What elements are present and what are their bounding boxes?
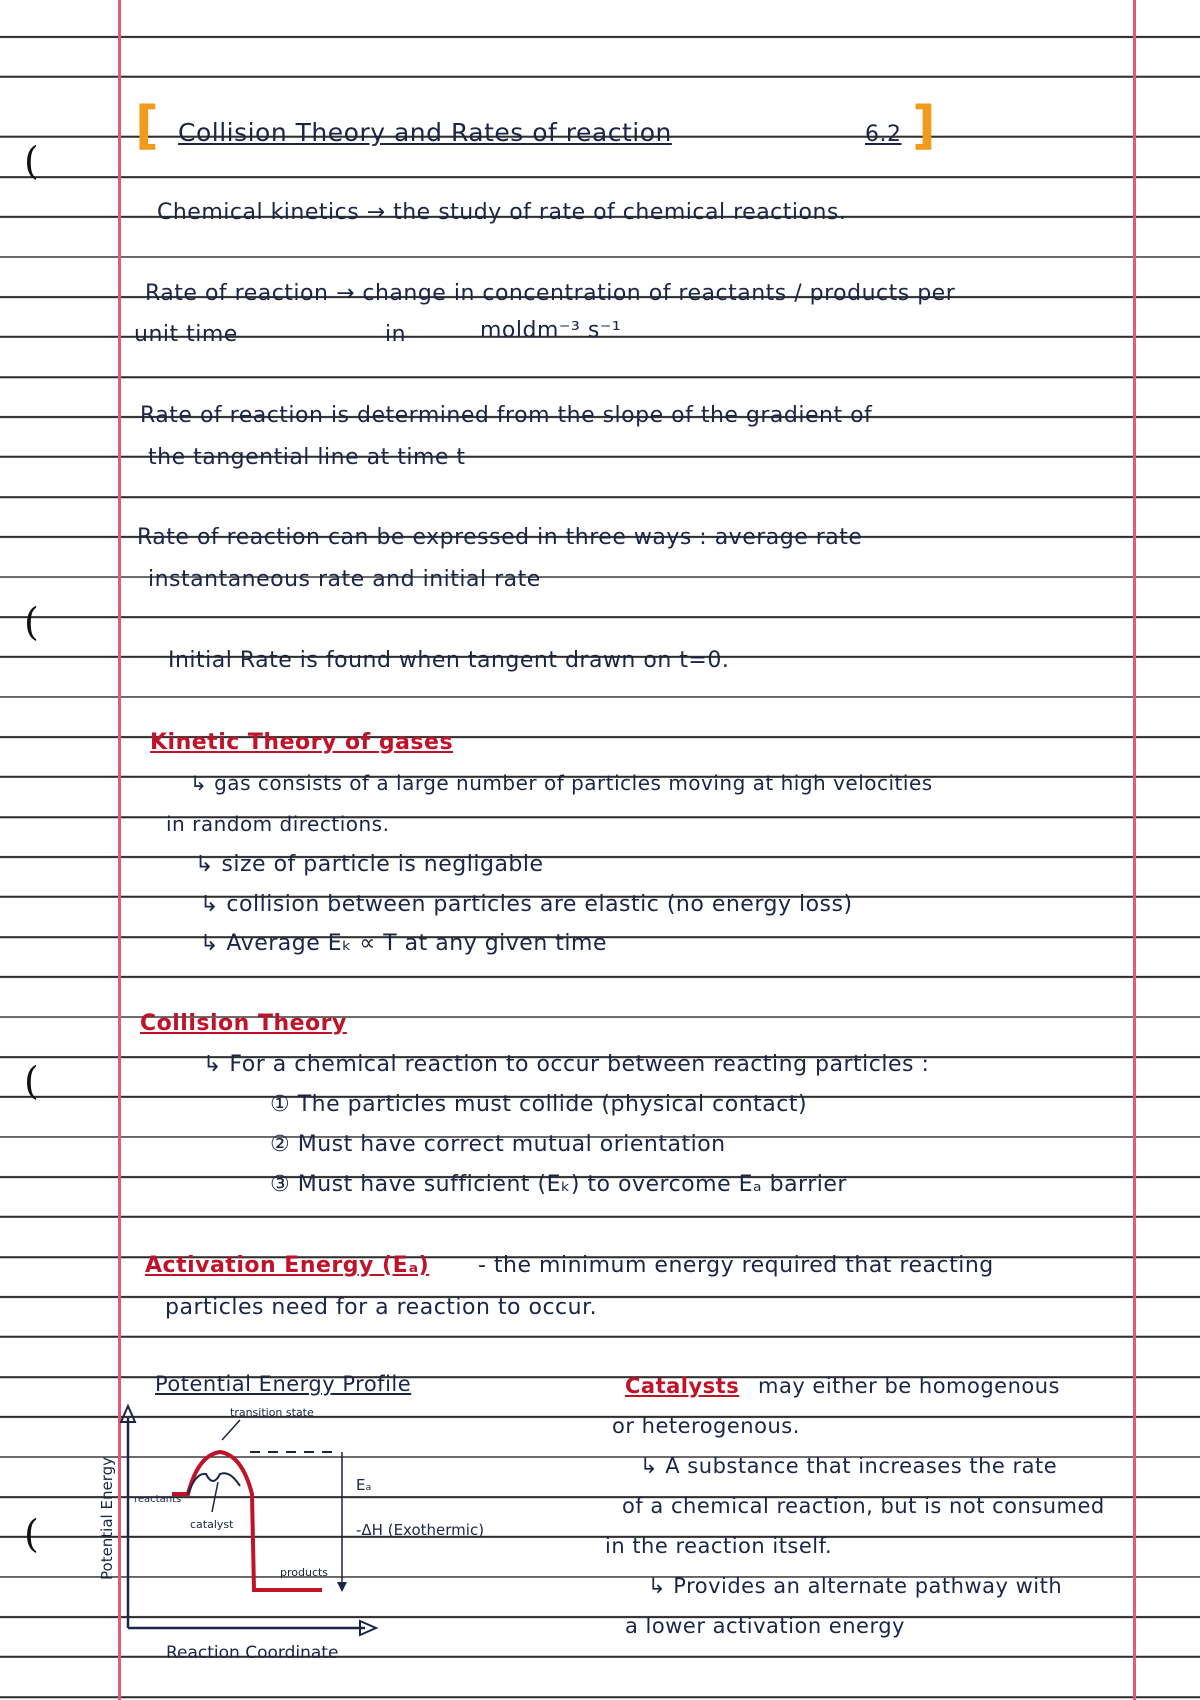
kinetics-definition: Chemical kinetics → the study of rate of chemical reactions. [157, 200, 847, 225]
collision-condition: ② Must have correct mutual orientation [270, 1132, 726, 1157]
activation-energy-heading: Activation Energy (Eₐ) [145, 1253, 430, 1278]
section-number: 6.2 [865, 122, 902, 147]
binder-ring-mark: ( [24, 1512, 39, 1556]
dh-arrowhead [337, 1582, 347, 1592]
binder-ring-mark: ( [24, 600, 39, 644]
catalyst-line: in the reaction itself. [605, 1534, 833, 1558]
catalyst-line: ↳ Provides an alternate pathway with [648, 1574, 1063, 1598]
dh-label: -ΔH (Exothermic) [356, 1521, 485, 1539]
catalyst-line: of a chemical reaction, but is not consumed [622, 1494, 1105, 1518]
title-bracket-left: [ [135, 96, 159, 156]
diagram-title: Potential Energy Profile [155, 1372, 412, 1396]
title-bracket-right: ] [912, 96, 936, 156]
kinetic-item: ↳ collision between particles are elastic (no energy loss) [200, 892, 853, 917]
y-axis-label: Potential Energy [98, 1457, 116, 1580]
transition-state-label: transition state [230, 1406, 314, 1419]
rate-units: moldm⁻³ s⁻¹ [480, 318, 622, 343]
kinetic-item: ↳ size of particle is negligable [195, 852, 544, 877]
rate-definition-in: in [385, 322, 407, 347]
right-margin-line [1133, 0, 1136, 1700]
collision-theory-heading: Collision Theory [140, 1011, 347, 1036]
catalyst-line: ↳ A substance that increases the rate [640, 1454, 1058, 1478]
activation-energy-definition: - the minimum energy required that reacting [478, 1253, 994, 1278]
collision-condition: ③ Must have sufficient (Eₖ) to overcome Eₐ barrier [270, 1172, 847, 1197]
binder-ring-mark: ( [24, 1059, 39, 1103]
three-ways-line2: instantaneous rate and initial rate [148, 567, 541, 592]
reactants-label: reactants [134, 1494, 182, 1505]
gradient-line2: the tangential line at time t [148, 445, 466, 470]
three-ways-line1: Rate of reaction can be expressed in three ways : average rate [137, 525, 863, 550]
potential-energy-diagram [80, 1400, 640, 1700]
ea-label: Eₐ [356, 1476, 372, 1494]
catalyst-line: may either be homogenous [758, 1374, 1061, 1398]
catalyst-line: or heterogenous. [612, 1414, 800, 1438]
collision-intro: ↳ For a chemical reaction to occur between reacting particles : [203, 1052, 930, 1077]
catalyst-label: catalyst [190, 1518, 234, 1531]
collision-condition: ① The particles must collide (physical contact) [270, 1092, 808, 1117]
products-label: products [280, 1566, 329, 1579]
kinetic-item: ↳ gas consists of a large number of particles moving at high velocities [190, 771, 933, 795]
kinetic-item: in random directions. [166, 812, 390, 836]
rate-definition-unit-time: unit time [134, 322, 238, 347]
kinetic-item: ↳ Average Eₖ ∝ T at any given time [200, 931, 607, 956]
catalyst-arrow [212, 1482, 218, 1512]
kinetic-theory-heading: Kinetic Theory of gases [150, 730, 454, 755]
catalysts-heading: Catalysts [625, 1374, 740, 1398]
binder-ring-mark: ( [24, 139, 39, 183]
gradient-line1: Rate of reaction is determined from the slope of the gradient of [140, 403, 873, 428]
catalyst-line: a lower activation energy [625, 1614, 905, 1638]
rate-definition-line1: Rate of reaction → change in concentration of reactants / products per [145, 281, 956, 306]
x-axis-label: Reaction Coordinate [166, 1643, 339, 1663]
initial-rate-line: Initial Rate is found when tangent drawn on t=0. [168, 648, 730, 673]
activation-energy-definition: particles need for a reaction to occur. [165, 1295, 598, 1320]
transition-state-arrow [222, 1420, 240, 1440]
page-title: Collision Theory and Rates of reaction [178, 118, 672, 147]
